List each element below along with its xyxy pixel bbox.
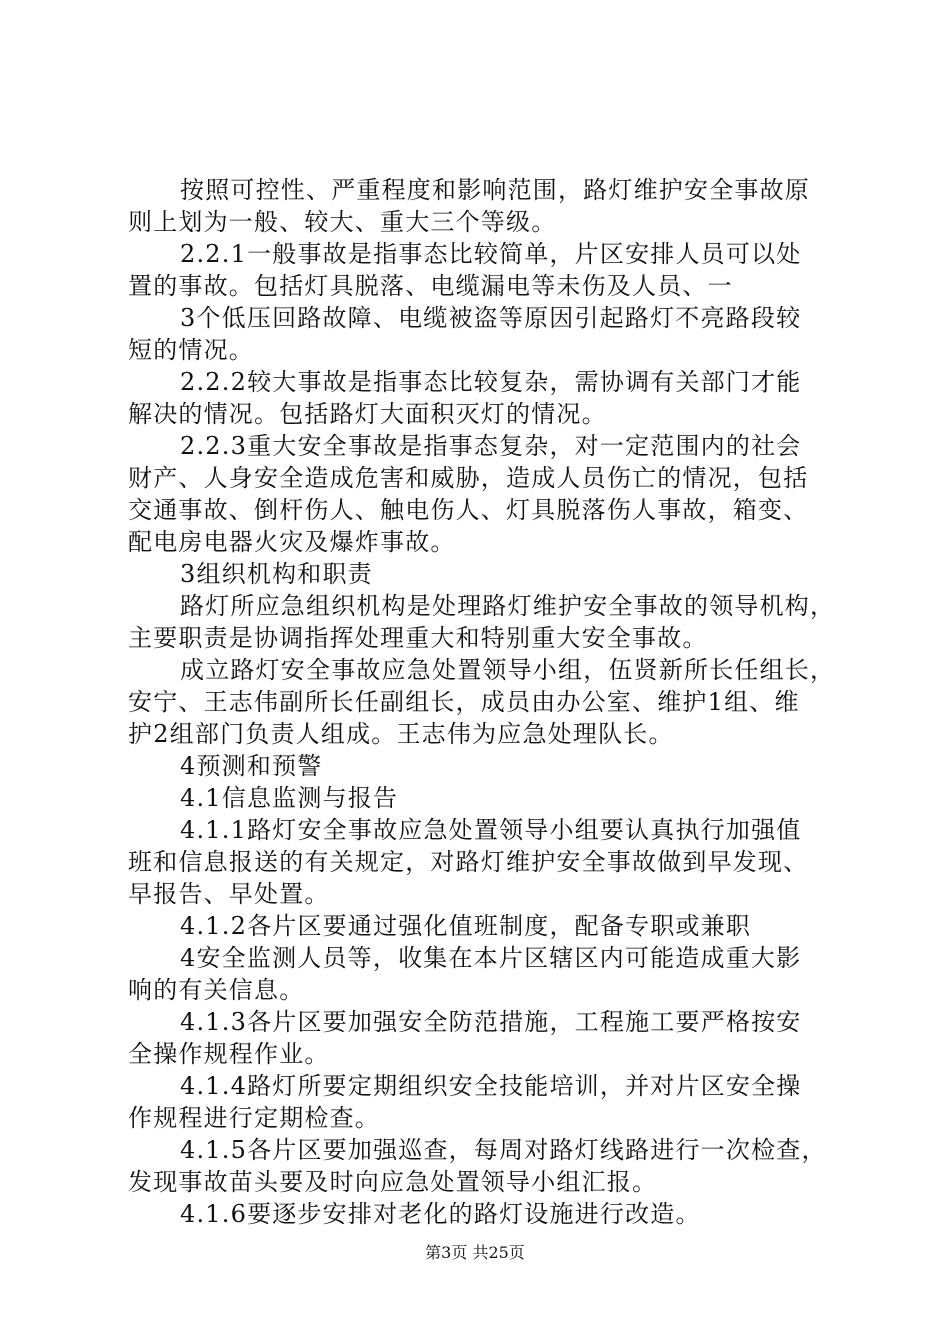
text-line (128, 1006, 838, 1038)
text-line (128, 1198, 838, 1230)
text-line-content: 4.1.2各片区要通过强化值班制度，配备专职或兼职 (180, 912, 752, 940)
text-line-content: 置的事故。包括灯具脱落、电缆漏电等未伤及人员、一 (128, 272, 733, 300)
text-line-content: 响的有关信息。 (128, 976, 305, 1004)
text-line (128, 782, 838, 814)
page-footer: 第3页 共25页 (425, 1243, 525, 1262)
text-line (128, 526, 838, 558)
text-line-content: 4.1.5各片区要加强巡查，每周对路灯线路进行一次检查， (180, 1136, 827, 1164)
text-line (128, 1102, 838, 1134)
text-line (128, 206, 838, 238)
text-line (128, 654, 838, 686)
text-line (128, 398, 838, 430)
text-line (128, 334, 838, 366)
text-line (128, 974, 838, 1006)
text-line-content: 4.1.4路灯所要定期组织安全技能培训，并对片区安全操 (180, 1072, 802, 1100)
text-line (128, 590, 838, 622)
text-line (128, 622, 838, 654)
text-line (128, 910, 838, 942)
text-line-content: 2.2.3重大安全事故是指事态复杂，对一定范围内的社会 (180, 432, 802, 460)
text-line-content: 安宁、王志伟副所长任副组长，成员由办公室、维护1组、维 (128, 688, 800, 716)
text-line (128, 942, 838, 974)
text-line-content: 4.1.1路灯安全事故应急处置领导小组要认真执行加强值 (180, 816, 802, 844)
text-line-content: 作规程进行定期检查。 (128, 1104, 380, 1132)
text-line-content: 护2组部门负责人组成。王志伟为应急处理队长。 (128, 720, 674, 748)
text-line-content: 发现事故苗头要及时向应急处置领导小组汇报。 (128, 1168, 658, 1196)
text-line-content: 配电房电器火灾及爆炸事故。 (128, 528, 456, 556)
text-line (128, 846, 838, 878)
text-line-content: 班和信息报送的有关规定，对路灯维护安全事故做到早发现、 (128, 848, 809, 876)
text-line-content: 路灯所应急组织机构是处理路灯维护安全事故的领导机构， (180, 592, 836, 620)
text-line (128, 366, 838, 398)
text-line (128, 302, 838, 334)
text-line (128, 1070, 838, 1102)
text-line (128, 718, 838, 750)
text-line (128, 750, 838, 782)
text-line-content: 则上划为一般、较大、重大三个等级。 (128, 208, 557, 236)
text-line (128, 494, 838, 526)
text-line (128, 814, 838, 846)
text-line-content: 全操作规程作业。 (128, 1040, 330, 1068)
text-line-content: 4.1.3各片区要加强安全防范措施，工程施工要严格按安 (180, 1008, 802, 1036)
text-line-content: 交通事故、倒杆伤人、触电伤人、灯具脱落伤人事故，箱变、 (128, 496, 809, 524)
text-line-content: 4.1信息监测与报告 (180, 784, 399, 812)
text-line (128, 558, 838, 590)
text-line-content: 3组织机构和职责 (180, 560, 373, 588)
text-line-content: 4.1.6要逐步安排对老化的路灯设施进行改造。 (180, 1200, 701, 1228)
text-line-content: 主要职责是协调指挥处理重大和特别重大安全事故。 (128, 624, 708, 652)
text-line-content: 4预测和预警 (180, 752, 323, 780)
text-line (128, 1166, 838, 1198)
text-line-content: 2.2.1一般事故是指事态比较简单，片区安排人员可以处 (180, 240, 802, 268)
text-line (128, 174, 838, 206)
text-line (128, 1134, 838, 1166)
text-line (128, 878, 838, 910)
text-line-content: 4安全监测人员等，收集在本片区辖区内可能造成重大影 (180, 944, 802, 972)
text-line-content: 按照可控性、严重程度和影响范围，路灯维护安全事故原 (180, 176, 810, 204)
text-line-content: 2.2.2较大事故是指事态比较复杂，需协调有关部门才能 (180, 368, 802, 396)
text-line-content: 早报告、早处置。 (128, 880, 330, 908)
text-line (128, 270, 838, 302)
text-line (128, 462, 838, 494)
text-line-content: 成立路灯安全事故应急处置领导小组，伍贤新所长任组长， (180, 656, 836, 684)
text-line (128, 238, 838, 270)
text-line (128, 1038, 838, 1070)
text-line-content: 短的情况。 (128, 336, 254, 364)
text-line-content: 解决的情况。包括路灯大面积灭灯的情况。 (128, 400, 607, 428)
document-body (128, 174, 838, 1230)
text-line-content: 财产、人身安全造成危害和威胁，造成人员伤亡的情况，包括 (128, 464, 809, 492)
text-line (128, 686, 838, 718)
text-line (128, 430, 838, 462)
text-line-content: 3个低压回路故障、电缆被盗等原因引起路灯不亮路段较 (180, 304, 802, 332)
